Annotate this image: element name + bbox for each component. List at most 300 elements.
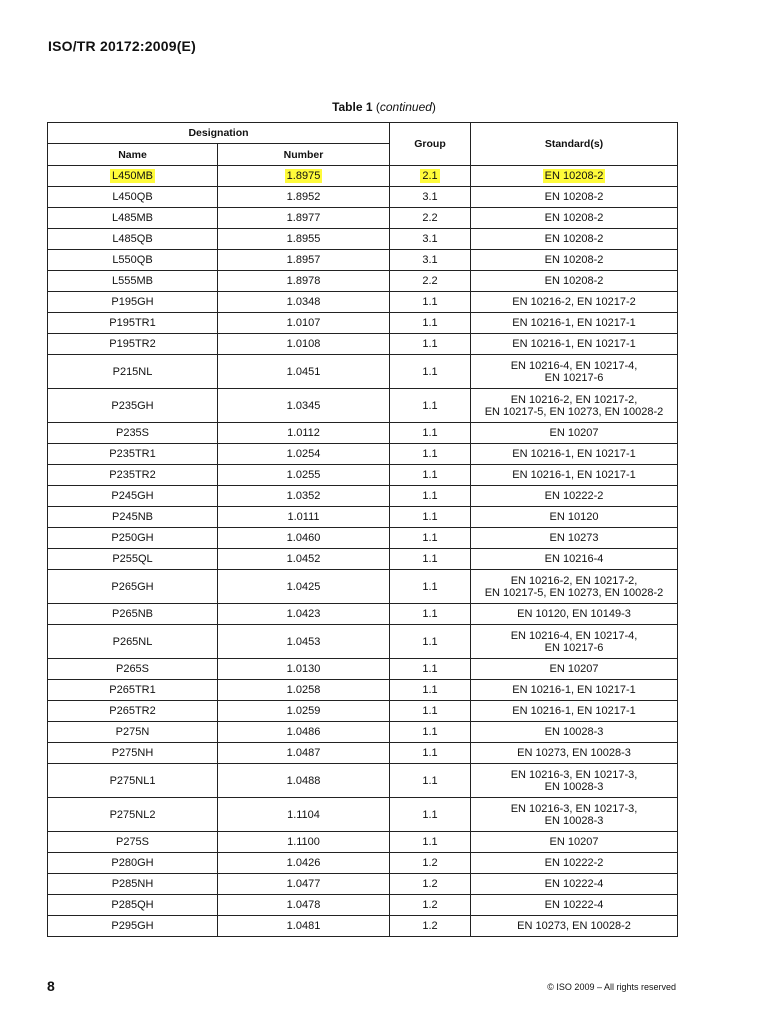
cell-name [48, 313, 218, 334]
cell-standards [471, 355, 678, 389]
cell-name-text: P195TR1 [109, 317, 156, 329]
header-name: Name [48, 144, 218, 166]
cell-number [218, 570, 390, 604]
table-row [48, 549, 678, 570]
cell-number [218, 250, 390, 271]
cell-number-text: 1.0255 [286, 469, 321, 481]
cell-number-text: 1.0112 [287, 427, 320, 439]
cell-group-text: 3.1 [422, 254, 438, 266]
cell-standards [471, 549, 678, 570]
cell-standards [471, 444, 678, 465]
cell-name [48, 292, 218, 313]
standard-line: EN 10216-1, EN 10217-1 [512, 338, 636, 350]
table-row [48, 895, 678, 916]
cell-number [218, 271, 390, 292]
standard-line: EN 10216-1, EN 10217-1 [512, 448, 636, 460]
cell-name [48, 743, 218, 764]
cell-group [390, 229, 471, 250]
copyright-notice: © ISO 2009 – All rights reserved [547, 982, 676, 992]
cell-number [218, 292, 390, 313]
table-row [48, 874, 678, 895]
cell-standards [471, 798, 678, 832]
cell-number [218, 313, 390, 334]
standard-line: EN 10216-1, EN 10217-1 [512, 317, 636, 329]
cell-name-text: P275NL2 [109, 808, 156, 821]
table-row [48, 722, 678, 743]
table-row [48, 423, 678, 444]
cell-standards [471, 625, 678, 659]
page-number: 8 [47, 978, 55, 994]
cell-group [390, 507, 471, 528]
cell-name-text: P265S [115, 663, 150, 675]
table-row [48, 486, 678, 507]
cell-standards [471, 423, 678, 444]
cell-group [390, 389, 471, 423]
cell-standards [471, 895, 678, 916]
cell-group-text: 1.1 [422, 608, 438, 620]
cell-name [48, 229, 218, 250]
cell-group-text: 1.1 [422, 399, 438, 412]
cell-name-text: P245GH [111, 490, 154, 502]
cell-group [390, 701, 471, 722]
cell-number-text: 1.1100 [287, 836, 320, 848]
cell-number [218, 334, 390, 355]
table-row [48, 271, 678, 292]
cell-number [218, 853, 390, 874]
standard-line: EN 10120 [549, 511, 599, 523]
cell-number [218, 659, 390, 680]
cell-number-text: 1.0107 [286, 317, 321, 329]
cell-number-text: 1.8977 [286, 212, 321, 224]
standard-line: EN 10273 [549, 532, 599, 544]
cell-name [48, 465, 218, 486]
cell-group-text: 1.1 [422, 511, 438, 523]
table-row [48, 659, 678, 680]
cell-name-text: P280GH [111, 857, 154, 869]
cell-name-text: P285NH [111, 878, 154, 890]
cell-group-text: 1.1 [422, 469, 438, 481]
cell-number-text: 1.0487 [286, 747, 321, 759]
cell-number-text: 1.0345 [286, 399, 321, 412]
cell-group-text: 1.1 [422, 705, 438, 717]
cell-name-text: L550QB [112, 254, 153, 266]
cell-standards [471, 465, 678, 486]
cell-number [218, 701, 390, 722]
designation-table [47, 122, 678, 937]
document-id: ISO/TR 20172:2009(E) [48, 38, 196, 54]
cell-group-text: 1.1 [422, 427, 438, 439]
table-caption-continued: continued [379, 100, 432, 114]
table-row [48, 229, 678, 250]
table-body [48, 166, 678, 937]
cell-number-text: 1.0352 [286, 490, 321, 502]
standard-line: EN 10273, EN 10028-3 [517, 747, 631, 759]
cell-name [48, 832, 218, 853]
cell-group-text: 1.1 [422, 635, 438, 648]
cell-group [390, 549, 471, 570]
standard-line: EN 10217-6 [544, 641, 604, 654]
table-row [48, 916, 678, 937]
cell-name [48, 507, 218, 528]
cell-number-text: 1.0453 [286, 635, 321, 648]
cell-group-text: 1.1 [422, 808, 438, 821]
table-row [48, 798, 678, 832]
table-row [48, 208, 678, 229]
cell-number-text: 1.0111 [287, 511, 320, 523]
cell-name [48, 355, 218, 389]
standard-line: EN 10222-4 [544, 899, 604, 911]
standard-line: EN 10028-3 [544, 726, 604, 738]
table-row [48, 853, 678, 874]
standard-line: EN 10208-2 [544, 254, 604, 266]
cell-name [48, 659, 218, 680]
cell-number [218, 389, 390, 423]
cell-group [390, 722, 471, 743]
cell-name-text: P215NL [112, 365, 153, 378]
table-row [48, 292, 678, 313]
cell-group [390, 680, 471, 701]
cell-number-text: 1.0348 [286, 296, 321, 308]
standard-line: EN 10222-4 [544, 878, 604, 890]
cell-number [218, 507, 390, 528]
cell-group [390, 486, 471, 507]
cell-name-text: L485MB [112, 212, 153, 224]
cell-number-text: 1.8955 [286, 233, 321, 245]
cell-name-text: P195GH [111, 296, 154, 308]
cell-standards [471, 528, 678, 549]
cell-group [390, 423, 471, 444]
cell-standards [471, 313, 678, 334]
cell-group [390, 743, 471, 764]
standard-line: EN 10216-2, EN 10217-2, [510, 393, 638, 406]
cell-standards [471, 743, 678, 764]
cell-number [218, 625, 390, 659]
cell-number [218, 916, 390, 937]
cell-standards [471, 389, 678, 423]
cell-name-text: P195TR2 [109, 338, 156, 350]
cell-name [48, 722, 218, 743]
cell-standards [471, 187, 678, 208]
standard-line: EN 10216-4, EN 10217-4, [510, 629, 638, 642]
cell-group [390, 832, 471, 853]
standard-line: EN 10216-2, EN 10217-2 [512, 296, 636, 308]
standard-line: EN 10208-2 [544, 191, 604, 203]
standard-line: EN 10222-2 [544, 857, 604, 869]
table-row [48, 570, 678, 604]
cell-group-text: 1.1 [422, 296, 438, 308]
cell-number-text: 1.0451 [286, 365, 321, 378]
cell-name-text: P235TR2 [109, 469, 156, 481]
standard-line: EN 10208-2 [544, 275, 604, 287]
cell-group [390, 208, 471, 229]
cell-name-text: P275NL1 [109, 774, 156, 787]
cell-group-text: 3.1 [422, 191, 438, 203]
cell-group [390, 355, 471, 389]
cell-number [218, 444, 390, 465]
cell-name-text: P295GH [111, 920, 154, 932]
cell-number-text: 1.0478 [286, 899, 321, 911]
cell-number [218, 229, 390, 250]
cell-name-text: L450QB [112, 191, 153, 203]
cell-group-text: 1.1 [422, 684, 438, 696]
header-standards: Standard(s) [471, 123, 678, 166]
cell-group [390, 895, 471, 916]
cell-name-text: P235S [115, 427, 150, 439]
cell-group [390, 764, 471, 798]
cell-standards [471, 334, 678, 355]
table-row [48, 465, 678, 486]
cell-number [218, 680, 390, 701]
cell-group [390, 798, 471, 832]
cell-number [218, 465, 390, 486]
cell-name [48, 604, 218, 625]
cell-number-text: 1.0423 [286, 608, 321, 620]
standard-line: EN 10208-2 [544, 233, 604, 245]
table-row [48, 764, 678, 798]
cell-number-text: 1.0486 [286, 726, 321, 738]
cell-name [48, 895, 218, 916]
cell-name-text: P275N [115, 726, 150, 738]
cell-group [390, 166, 471, 187]
cell-group [390, 659, 471, 680]
cell-name [48, 334, 218, 355]
cell-standards [471, 250, 678, 271]
cell-number [218, 355, 390, 389]
cell-number [218, 874, 390, 895]
header-group: Group [390, 123, 471, 166]
cell-group-text: 1.2 [422, 920, 438, 932]
cell-name [48, 798, 218, 832]
table-row [48, 680, 678, 701]
table-row [48, 355, 678, 389]
cell-group-text: 1.2 [422, 899, 438, 911]
standard-line: EN 10216-3, EN 10217-3, [510, 802, 638, 815]
cell-name-text: P285QH [111, 899, 154, 911]
cell-name-text: P265NB [112, 608, 153, 620]
table-row [48, 444, 678, 465]
cell-name [48, 680, 218, 701]
standard-line: EN 10208-2 [544, 212, 604, 224]
cell-group-text: 2.2 [422, 212, 438, 224]
cell-name [48, 187, 218, 208]
header-number: Number [218, 144, 390, 166]
cell-name-text: P265GH [111, 580, 154, 593]
cell-number-text: 1.8975 [286, 170, 321, 182]
cell-group-text: 1.1 [422, 580, 438, 593]
cell-group-text: 1.1 [422, 532, 438, 544]
cell-group [390, 271, 471, 292]
cell-group-text: 1.1 [422, 726, 438, 738]
standard-line: EN 10217-6 [544, 371, 604, 384]
cell-name [48, 764, 218, 798]
cell-name [48, 874, 218, 895]
table-row [48, 604, 678, 625]
cell-group [390, 313, 471, 334]
cell-number-text: 1.0426 [286, 857, 321, 869]
cell-name [48, 389, 218, 423]
standard-line: EN 10028-3 [544, 814, 604, 827]
cell-standards [471, 853, 678, 874]
table-row [48, 389, 678, 423]
cell-name-text: P255QL [112, 553, 153, 565]
standard-line: EN 10207 [549, 663, 599, 675]
cell-group-text: 1.2 [422, 878, 438, 890]
cell-number-text: 1.0130 [286, 663, 321, 675]
cell-name [48, 528, 218, 549]
cell-group-text: 3.1 [422, 233, 438, 245]
cell-name-text: L485QB [112, 233, 153, 245]
cell-standards [471, 764, 678, 798]
cell-group [390, 916, 471, 937]
cell-name-text: P275NH [111, 747, 154, 759]
standard-line: EN 10216-1, EN 10217-1 [512, 469, 636, 481]
header-designation: Designation [48, 123, 390, 144]
cell-group-text: 1.1 [422, 774, 438, 787]
standard-line: EN 10273, EN 10028-2 [517, 920, 631, 932]
cell-name-text: L555MB [112, 275, 153, 287]
cell-standards [471, 680, 678, 701]
cell-group [390, 250, 471, 271]
cell-number [218, 743, 390, 764]
standard-line: EN 10216-3, EN 10217-3, [510, 768, 638, 781]
cell-standards [471, 916, 678, 937]
standard-line: EN 10216-4, EN 10217-4, [510, 359, 638, 372]
cell-name [48, 166, 218, 187]
standard-line: EN 10120, EN 10149-3 [517, 608, 631, 620]
cell-name [48, 916, 218, 937]
cell-standards [471, 292, 678, 313]
cell-name-text: P265NL [112, 635, 153, 648]
cell-name [48, 423, 218, 444]
cell-group [390, 528, 471, 549]
cell-standards [471, 208, 678, 229]
table-row [48, 701, 678, 722]
table-row [48, 334, 678, 355]
standard-line: EN 10216-2, EN 10217-2, [510, 574, 638, 587]
cell-number [218, 895, 390, 916]
standard-line: EN 10216-4 [544, 553, 604, 565]
cell-number [218, 486, 390, 507]
standard-line: EN 10216-1, EN 10217-1 [512, 705, 636, 717]
cell-name-text: P265TR2 [109, 705, 156, 717]
cell-standards [471, 659, 678, 680]
table-row [48, 250, 678, 271]
cell-group-text: 1.1 [422, 836, 438, 848]
cell-number-text: 1.0259 [286, 705, 321, 717]
standard-line: EN 10207 [549, 427, 599, 439]
cell-standards [471, 570, 678, 604]
cell-standards [471, 507, 678, 528]
cell-number-text: 1.0452 [286, 553, 321, 565]
cell-group-text: 1.1 [422, 553, 438, 565]
cell-number [218, 528, 390, 549]
cell-number [218, 604, 390, 625]
cell-group-text: 1.1 [422, 747, 438, 759]
table-row [48, 507, 678, 528]
cell-group [390, 444, 471, 465]
cell-name [48, 250, 218, 271]
cell-standards [471, 604, 678, 625]
cell-name-text: P265TR1 [109, 684, 156, 696]
cell-group-text: 1.1 [422, 338, 438, 350]
cell-number-text: 1.8957 [286, 254, 321, 266]
cell-group-text: 1.1 [422, 663, 438, 675]
standard-line: EN 10216-1, EN 10217-1 [512, 684, 636, 696]
cell-standards [471, 874, 678, 895]
cell-number [218, 832, 390, 853]
cell-group [390, 625, 471, 659]
cell-standards [471, 832, 678, 853]
cell-group [390, 187, 471, 208]
cell-number-text: 1.0477 [286, 878, 321, 890]
table-row [48, 625, 678, 659]
table-row [48, 166, 678, 187]
cell-number-text: 1.0425 [286, 580, 321, 593]
table-row [48, 187, 678, 208]
cell-number [218, 423, 390, 444]
cell-standards [471, 229, 678, 250]
cell-name-text: P250GH [111, 532, 154, 544]
cell-number [218, 187, 390, 208]
standard-line: EN 10217-5, EN 10273, EN 10028-2 [484, 586, 664, 599]
cell-name [48, 208, 218, 229]
cell-number [218, 166, 390, 187]
cell-standards [471, 486, 678, 507]
cell-group-text: 1.1 [422, 490, 438, 502]
cell-standards [471, 271, 678, 292]
cell-number-text: 1.0258 [286, 684, 321, 696]
table-row [48, 832, 678, 853]
table-caption-title: Table 1 [332, 100, 373, 114]
cell-number-text: 1.0108 [286, 338, 321, 350]
cell-name-text: P235GH [111, 399, 154, 412]
cell-name [48, 701, 218, 722]
cell-name-text: P245NB [112, 511, 153, 523]
table-row [48, 528, 678, 549]
cell-standards [471, 722, 678, 743]
table-row [48, 313, 678, 334]
cell-number [218, 764, 390, 798]
table-row [48, 743, 678, 764]
cell-number [218, 722, 390, 743]
cell-name [48, 853, 218, 874]
standard-line: EN 10207 [549, 836, 599, 848]
cell-name [48, 486, 218, 507]
cell-number-text: 1.8952 [286, 191, 321, 203]
cell-group [390, 292, 471, 313]
cell-name [48, 570, 218, 604]
cell-number [218, 549, 390, 570]
standard-line: EN 10217-5, EN 10273, EN 10028-2 [484, 405, 664, 418]
cell-name [48, 625, 218, 659]
cell-group [390, 874, 471, 895]
cell-group-text: 1.2 [422, 857, 438, 869]
cell-group [390, 604, 471, 625]
cell-group-text: 1.1 [422, 317, 438, 329]
cell-name-text: P275S [115, 836, 150, 848]
cell-number [218, 208, 390, 229]
cell-group-text: 2.2 [422, 275, 438, 287]
cell-name [48, 271, 218, 292]
cell-group-text: 1.1 [422, 365, 438, 378]
cell-number-text: 1.8978 [286, 275, 321, 287]
cell-group [390, 570, 471, 604]
standard-line: EN 10028-3 [544, 780, 604, 793]
cell-group [390, 853, 471, 874]
cell-name-text: L450MB [112, 170, 153, 182]
cell-number-text: 1.0460 [286, 532, 321, 544]
cell-number-text: 1.0254 [286, 448, 321, 460]
